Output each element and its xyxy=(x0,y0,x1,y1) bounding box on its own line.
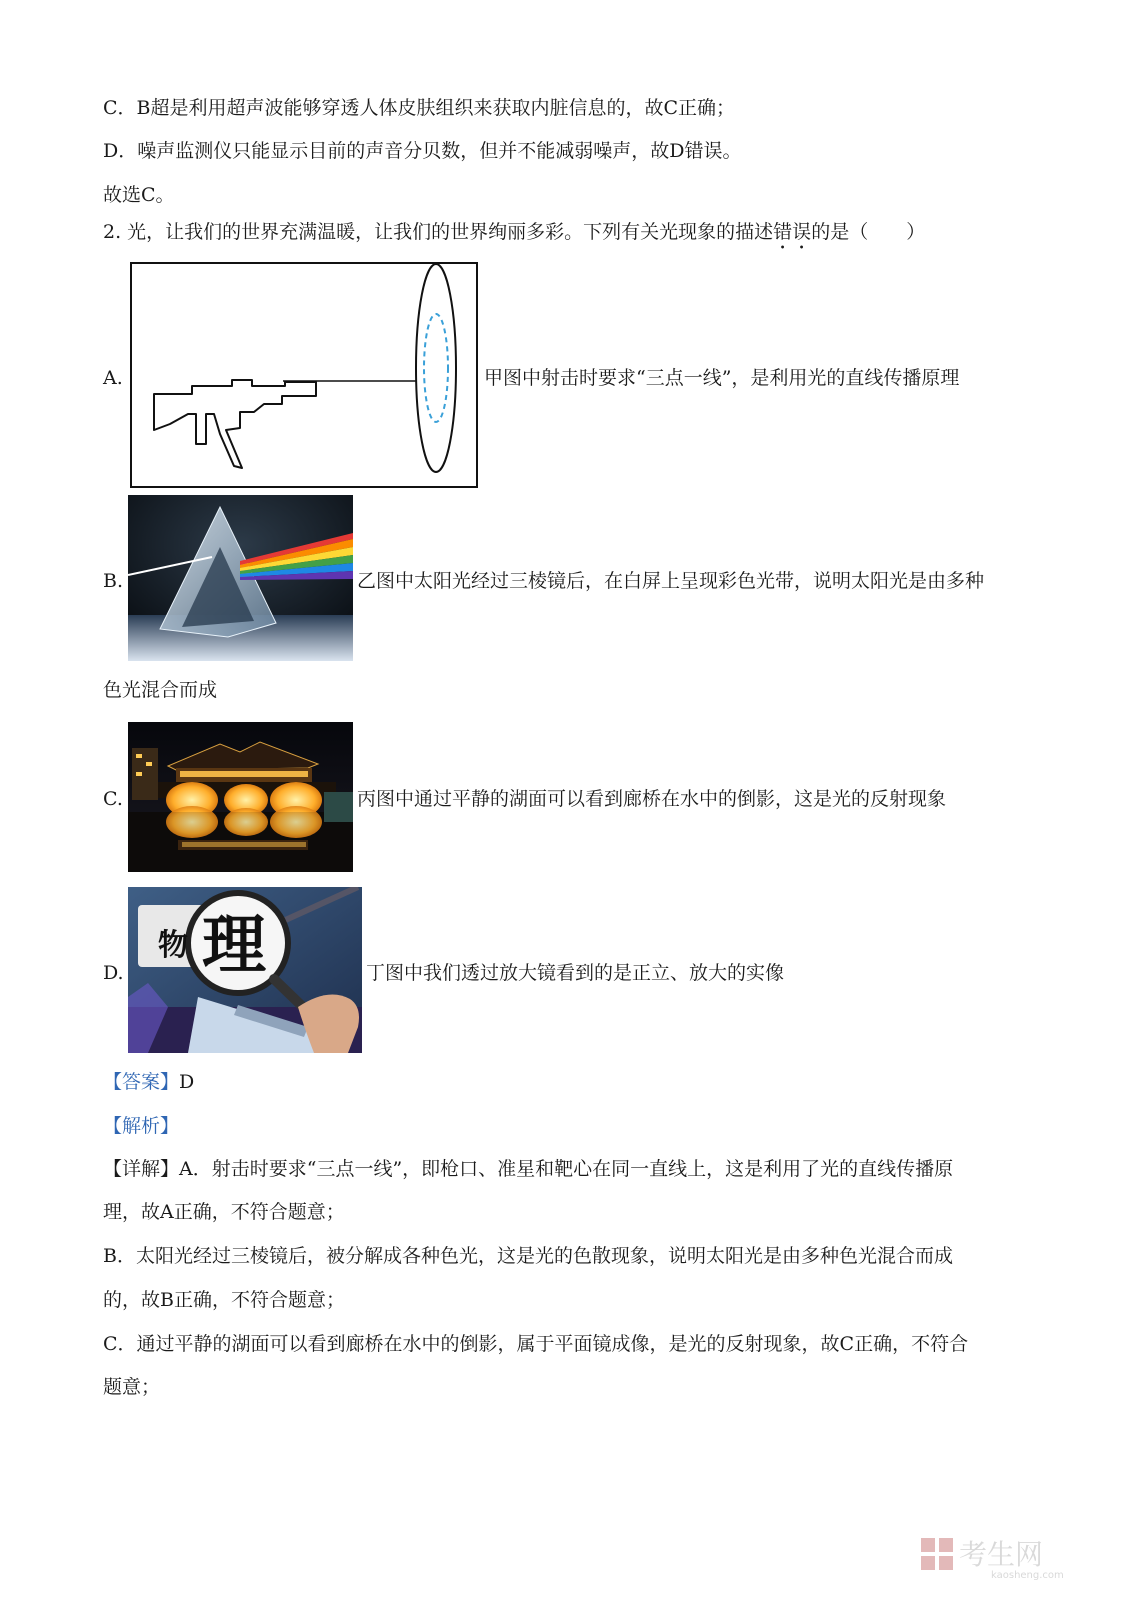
q1-conclusion: 故选C。 xyxy=(103,184,175,206)
figure-prism-dispersion xyxy=(128,495,353,661)
option-b-text: 乙图中太阳光经过三棱镜后，在白屏上呈现彩色光带，说明太阳光是由多种 xyxy=(357,570,985,592)
option-c-label: C. xyxy=(103,788,123,810)
explanation-line-4: 的，故B正确，不符合题意； xyxy=(103,1289,345,1311)
explanation-line-3: B．太阳光经过三棱镜后，被分解成各种色光，这是光的色散现象，说明太阳光是由多种色光混合而成 xyxy=(103,1245,953,1267)
option-c-text: 丙图中通过平静的湖面可以看到廊桥在水中的倒影，这是光的反射现象 xyxy=(357,788,947,810)
explanation-line-1 xyxy=(103,1157,953,1181)
option-d-text: 丁图中我们透过放大镜看到的是正立、放大的实像 xyxy=(366,962,785,984)
answer-line xyxy=(103,1070,194,1094)
analysis-tag: 【解析】 xyxy=(103,1115,180,1137)
q2-stem-part1: 2. 光，让我们的世界充满温暖，让我们的世界绚丽多彩。下列有关光现象的描述 xyxy=(103,221,774,243)
detail-tag: 【详解】 xyxy=(103,1158,180,1180)
explanation-line-2: 理，故A正确，不符合题意； xyxy=(103,1201,345,1223)
answer-tag: 【答案】 xyxy=(103,1071,180,1093)
option-a-label: A. xyxy=(103,367,123,389)
option-a-text: 甲图中射击时要求“三点一线”，是利用光的直线传播原理 xyxy=(484,367,960,389)
answer-value: D xyxy=(179,1071,195,1093)
explanation-line-5: C．通过平静的湖面可以看到廊桥在水中的倒影，属于平面镜成像，是光的反射现象，故C正确，不符合 xyxy=(103,1333,969,1355)
option-b-label: B. xyxy=(103,570,124,592)
watermark-logo xyxy=(919,1532,1089,1582)
q2-stem xyxy=(103,220,925,254)
option-b-text-cont: 色光混合而成 xyxy=(103,679,218,701)
watermark-url: kaosheng.com xyxy=(991,1570,1064,1581)
q2-stem-emphasis: 错误 xyxy=(773,221,812,243)
figure-rifle-aiming xyxy=(130,262,478,488)
q2-stem-part2: 的是（ ） xyxy=(811,221,926,243)
figure-char-wu: 物 xyxy=(158,928,188,963)
figure-magnifier xyxy=(128,887,362,1053)
explanation-a-part1: A．射击时要求“三点一线”，即枪口、准星和靶心在同一直线上，这是利用了光的直线传播原 xyxy=(179,1158,954,1180)
q1-option-c-explanation: C．B超是利用超声波能够穿透人体皮肤组织来获取内脏信息的，故C正确； xyxy=(103,97,736,119)
figure-bridge-reflection xyxy=(128,722,353,872)
watermark-text: 考生网 xyxy=(959,1538,1044,1571)
q1-option-d-explanation: D．噪声监测仪只能显示目前的声音分贝数，但并不能减弱噪声，故D错误。 xyxy=(103,140,742,162)
figure-char-li: 理 xyxy=(202,908,266,983)
explanation-line-6: 题意； xyxy=(103,1376,161,1398)
option-d-label: D. xyxy=(103,962,124,984)
